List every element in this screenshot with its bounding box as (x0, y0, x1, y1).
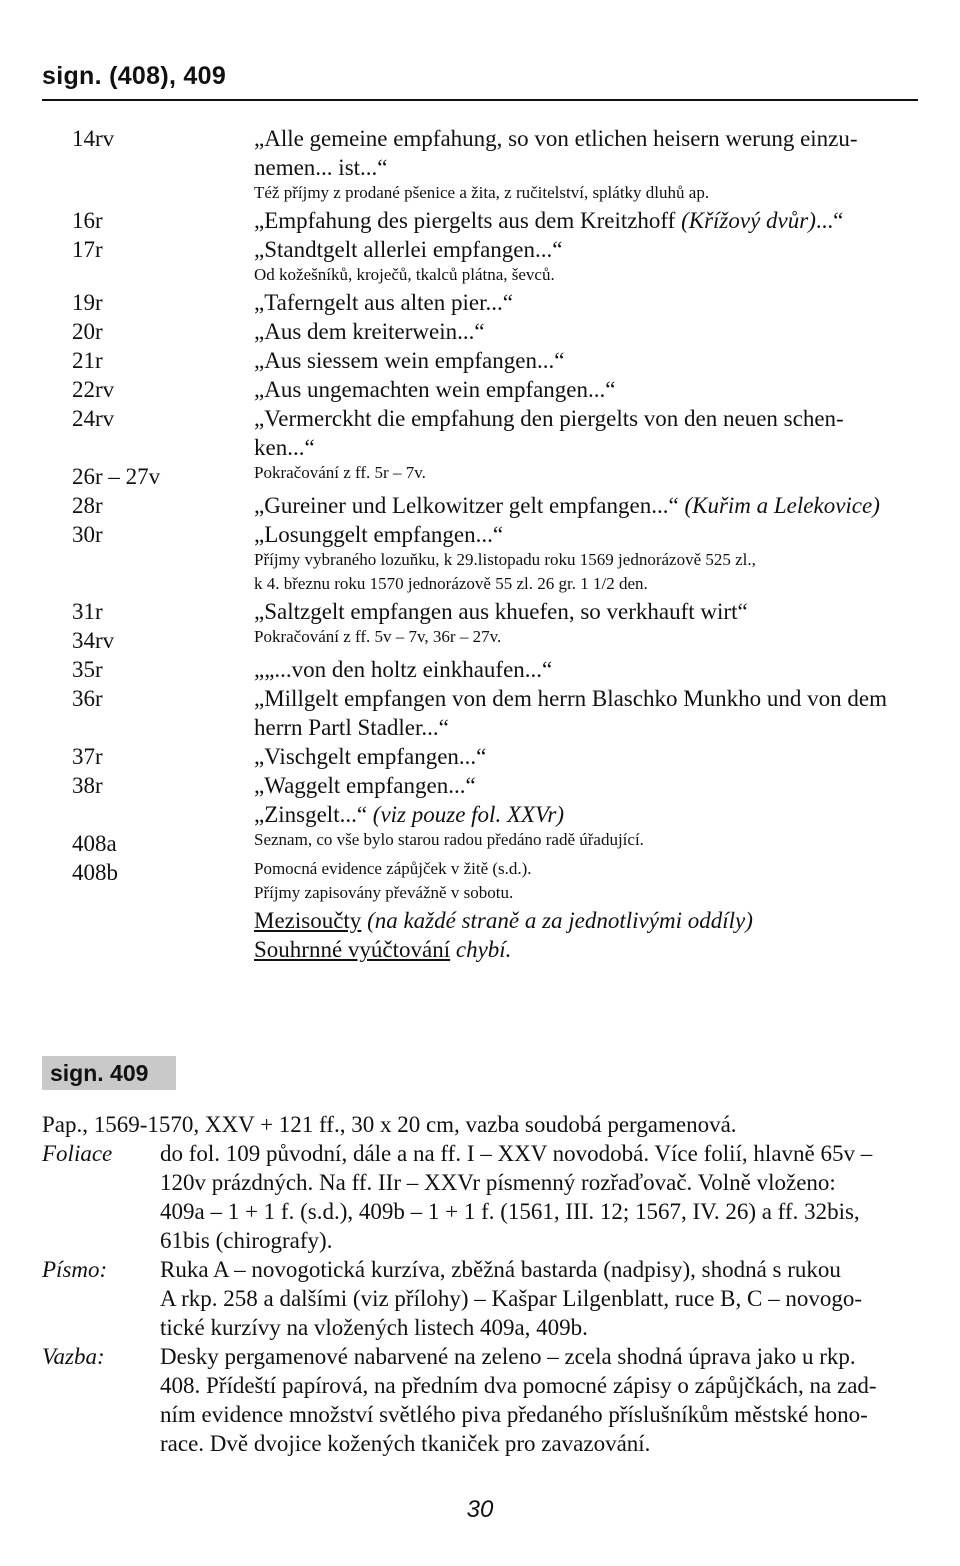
description-label: Foliace (42, 1141, 113, 1166)
entry-body (254, 346, 922, 375)
summary-subtotals-note: (na každé straně a za jednotlivými oddíly) (361, 908, 753, 933)
entry-quote-line: „Vermerckht die empfahung den piergelts von den neuen schen- (254, 406, 844, 431)
entry-body (254, 626, 922, 655)
description-line: Desky pergamenové nabarvené na zeleno – zcela shodná úprava jako u rkp. (160, 1344, 856, 1369)
folio-entry (72, 597, 922, 626)
folio-number: 408a (72, 831, 117, 856)
folio-entry (72, 375, 922, 404)
entry-quote-line: „Saltzgelt empfangen aus khuefen, so verkhauft wirt“ (254, 599, 748, 624)
entry-body (254, 771, 922, 800)
summary-total (254, 935, 922, 964)
entry-quote-line: „Taferngelt aus alten pier...“ (254, 290, 513, 315)
entry-body (254, 317, 922, 346)
entry-body (254, 597, 922, 626)
description-line: tické kurzívy na vložených listech 409a, 409b. (160, 1315, 588, 1340)
entry-note-line: Příjmy zapisovány převážně v sobotu. (254, 883, 514, 902)
entry-note: Seznam, co vše bylo starou radou předáno radě úřadující. (254, 830, 644, 849)
folio-entry (72, 462, 922, 491)
folio-number: 14rv (72, 126, 115, 151)
folio-number: 21r (72, 348, 103, 373)
description-label: Písmo: (42, 1257, 108, 1282)
entry-quote-italic: (viz pouze fol. XXVr) (372, 802, 564, 827)
entry-quote-line: ken...“ (254, 435, 315, 460)
description-text (160, 1255, 922, 1342)
description-line: 61bis (chirografy). (160, 1228, 333, 1253)
description-line: 409a – 1 + 1 f. (s.d.), 409b – 1 + 1 f. (1561, III. 12; 1567, IV. 26) a ff. 32bis, (160, 1199, 860, 1224)
summary-total-label: Souhrnné vyúčtování (254, 937, 451, 962)
entry-body (254, 800, 922, 829)
header-rule (42, 99, 918, 101)
section-heading: sign. 409 (42, 1056, 176, 1090)
entry-note: Pokračování z ff. 5r – 7v. (254, 463, 426, 482)
folio-entry (72, 520, 922, 597)
description-row (42, 1342, 922, 1458)
folio-entry (72, 124, 922, 206)
entry-body (254, 491, 922, 520)
folio-number: 16r (72, 208, 103, 233)
entry-body (254, 206, 922, 235)
folio-entry (72, 858, 922, 906)
entry-body (254, 684, 922, 742)
description-line: race. Dvě dvojice kožených tkaniček pro zavazování. (160, 1431, 651, 1456)
entry-quote-italic: (Kuřim a Lelekovice) (684, 493, 880, 518)
entry-quote-text: „Zinsgelt...“ (254, 802, 373, 827)
entry-quote-line: „Losunggelt empfangen...“ (254, 522, 504, 547)
entry-quote-line: herrn Partl Stadler...“ (254, 715, 449, 740)
folio-entry (72, 829, 922, 858)
description-line: A rkp. 258 a dalšími (viz přílohy) – Kašpar Lilgenblatt, ruce B, C – novogo- (160, 1286, 863, 1311)
manuscript-summary: Pap., 1569-1570, XXV + 121 ff., 30 x 20 cm, vazba soudobá pergamenová. (42, 1112, 737, 1137)
summary-spacer (72, 906, 254, 935)
entry-body (254, 829, 922, 858)
folio-number: 24rv (72, 406, 115, 431)
entry-quote (254, 800, 922, 829)
description-line: 408. Přídeští papírová, na předním dva pomocné zápisy o zápůjčkách, na zad- (160, 1373, 877, 1398)
folio-number: 26r – 27v (72, 464, 161, 489)
page-number: 30 (466, 1496, 494, 1523)
summary-row (72, 906, 922, 935)
summary-total-note: chybí. (450, 937, 512, 962)
summary-row (72, 935, 922, 964)
entry-body (254, 520, 922, 597)
folio-entry (72, 626, 922, 655)
entry-body (254, 462, 922, 491)
description-line: ním evidence množství světlého piva předaného příslušníkům městské hono- (160, 1402, 868, 1427)
entry-body (254, 404, 922, 462)
description-line: do fol. 109 původní, dále a na ff. I – XXV novodobá. Více folií, hlavně 65v – (160, 1141, 873, 1166)
description-line: 120v prázdných. Na ff. IIr – XXVr písmenný rozřaďovač. Volně vloženo: (160, 1170, 836, 1195)
description-text (160, 1139, 922, 1255)
folio-number: 30r (72, 522, 103, 547)
entry-quote-line: „Aus ungemachten wein empfangen...“ (254, 377, 616, 402)
folio-number: 20r (72, 319, 103, 344)
page-header: sign. (408), 409 (42, 62, 227, 90)
folio-number: 408b (72, 860, 118, 885)
entry-quote-line: „Millgelt empfangen von dem herrn Blaschko Munkho und von dem (254, 686, 888, 711)
entry-body (254, 858, 922, 906)
entry-quote-line: „Standtgelt allerlei empfangen...“ (254, 237, 563, 262)
entry-body (254, 742, 922, 771)
entry-note: Od kožešníků, kroječů, tkalců plátna, ševců. (254, 265, 555, 284)
folio-number: 31r (72, 599, 103, 624)
entry-quote-line: „Aus dem kreiterwein...“ (254, 319, 485, 344)
folio-entry (72, 684, 922, 742)
description-text (160, 1342, 922, 1458)
folio-number: 38r (72, 773, 103, 798)
folio-entry (72, 317, 922, 346)
folio-entry (72, 346, 922, 375)
entry-body (254, 288, 922, 317)
entry-quote-line: „Aus siessem wein empfangen...“ (254, 348, 565, 373)
entry-note-line: k 4. březnu roku 1570 jednorázově 55 zl. 26 gr. 1 1/2 den. (254, 574, 648, 593)
folio-entry (72, 742, 922, 771)
entry-body (254, 655, 922, 684)
entry-note: Též příjmy z prodané pšenice a žita, z ručitelství, splátky dluhů ap. (254, 183, 710, 202)
folio-number: 37r (72, 744, 103, 769)
entry-quote-text: „Gureiner und Lelkowitzer gelt empfangen...“ (254, 493, 685, 518)
description-label: Vazba: (42, 1344, 105, 1369)
summary-subtotals (254, 906, 922, 935)
entry-body (254, 124, 922, 206)
entry-body (254, 375, 922, 404)
folio-number: 34rv (72, 628, 115, 653)
entry-quote-italic: (Křížový dvůr) (681, 208, 816, 233)
folio-entry (72, 491, 922, 520)
folio-number (72, 800, 254, 829)
folio-entry (72, 206, 922, 235)
entry-note: Pokračování z ff. 5v – 7v, 36r – 27v. (254, 627, 502, 646)
entry-quote-tail: ...“ (815, 208, 844, 233)
description-row (42, 1255, 922, 1342)
summary-spacer (72, 935, 254, 964)
folio-number: 28r (72, 493, 103, 518)
folio-number: 22rv (72, 377, 115, 402)
entry-quote-line: „Waggelt empfangen...“ (254, 773, 476, 798)
manuscript-description (42, 1110, 922, 1458)
entry-quote (254, 206, 922, 235)
folio-number: 36r (72, 686, 103, 711)
summary-subtotals-label: Mezisoučty (254, 908, 362, 933)
description-row (42, 1139, 922, 1255)
folio-number: 35r (72, 657, 103, 682)
folio-entry (72, 235, 922, 288)
folio-entry (72, 800, 922, 829)
description-line: Ruka A – novogotická kurzíva, zběžná bastarda (nadpisy), shodná s rukou (160, 1257, 841, 1282)
folio-entry (72, 288, 922, 317)
entry-quote (254, 491, 922, 520)
folio-entries (72, 124, 922, 964)
folio-number: 19r (72, 290, 103, 315)
entry-quote-line: „Alle gemeine empfahung, so von etlichen heisern werung einzu- (254, 126, 858, 151)
folio-entry (72, 404, 922, 462)
entry-quote-line: „Vischgelt empfangen...“ (254, 744, 487, 769)
folio-entry (72, 655, 922, 684)
entry-note-line: Příjmy vybraného lozuňku, k 29.listopadu roku 1569 jednorázově 525 zl., (254, 550, 756, 569)
entry-quote-line: „„...von den holtz einkhaufen...“ (254, 657, 553, 682)
entry-quote-line: nemen... ist...“ (254, 155, 388, 180)
folio-entry (72, 771, 922, 800)
entry-body (254, 235, 922, 288)
folio-number: 17r (72, 237, 103, 262)
entry-quote-text: „Empfahung des piergelts aus dem Kreitzhoff (254, 208, 682, 233)
entry-note-line: Pomocná evidence zápůjček v žitě (s.d.). (254, 859, 532, 878)
